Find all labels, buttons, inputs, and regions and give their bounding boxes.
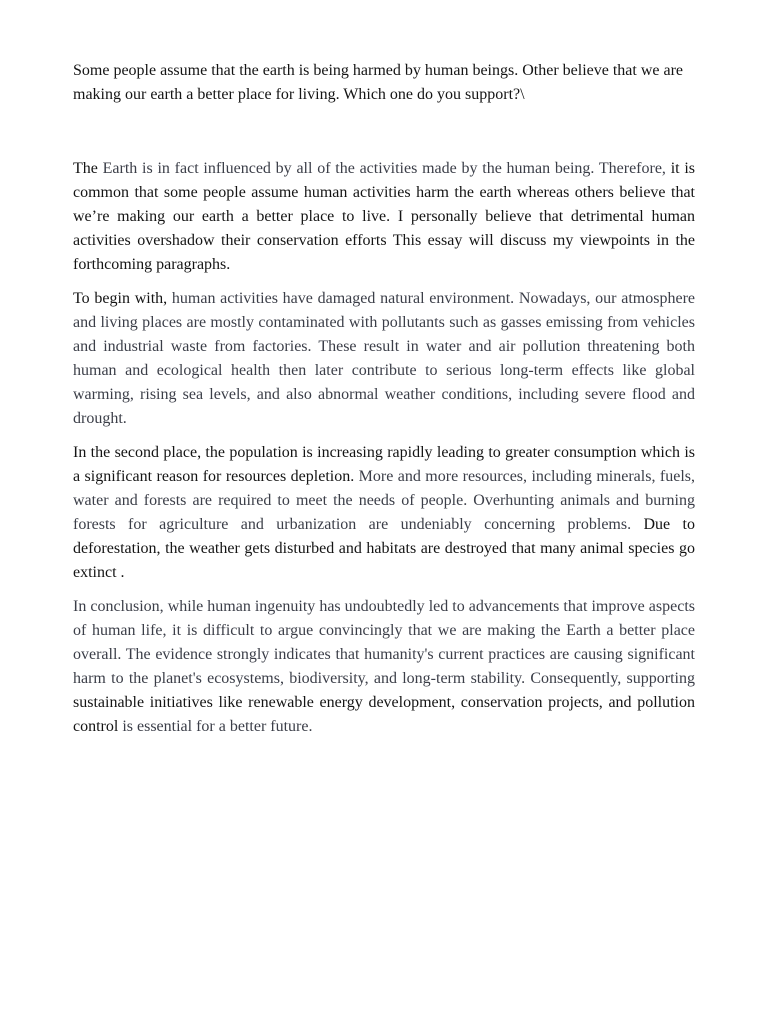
text-segment: Due to deforestation, the weather gets disturbed and habitats are destroyed that many animal species go extinct .	[73, 516, 695, 581]
text-segment: In the second place, the population is increasing rapidly leading to greater consumption which is a significant reason for resources depletion.	[73, 444, 695, 485]
text-segment: The	[73, 160, 103, 177]
text-segment: In conclusion, while human ingenuity has undoubtedly led to advancements that improve aspects of human life, it is difficult to argue convincingly that we are making the Earth a better place overall. The evidence strongly indicates that humanity's current practices are causing significant harm to the planet's ecosystems, biodiversity, and long-term stability. Consequently, supporting	[73, 598, 695, 687]
document-page	[73, 59, 695, 749]
text-segment: sustainable initiatives like renewable energy development, conservation projects, and pollution control	[73, 694, 695, 735]
text-segment: To begin with,	[73, 290, 172, 307]
intro-paragraph	[73, 157, 695, 277]
text-segment: More and more resources, including minerals, fuels, water and forests are required to meet the needs of people. Overhunting animals and burning forests for agriculture and urbanization are undeniably concerning problems.	[73, 468, 695, 533]
body-paragraph-1	[73, 287, 695, 431]
conclusion-paragraph	[73, 595, 695, 739]
text-segment: Earth is in fact influenced by all of the activities made by the human being. Therefore,	[102, 160, 671, 177]
text-segment: it is common that some people assume human activities harm the earth whereas others believe that we’re making our earth a better place to live. I personally believe that detrimental human activities overshadow their conservation efforts This essay will discuss my viewpoints in the forthcoming paragraphs.	[73, 160, 696, 273]
text-segment: human activities have damaged natural environment. Nowadays, our atmosphere and living places are mostly contaminated with pollutants such as gasses emissing from vehicles and industrial waste from factories. These result in water and air pollution threatening both human and ecological health then later contribute to serious long-term effects like global warming, rising sea levels, and also abnormal weather conditions, including severe flood and drought.	[73, 290, 695, 427]
body-paragraph-2	[73, 441, 695, 585]
text-segment: is essential for a better future.	[122, 718, 313, 735]
essay-prompt: Some people assume that the earth is being harmed by human beings. Other believe that we are making our earth a better place for living. Which one do you support?\	[73, 62, 684, 103]
